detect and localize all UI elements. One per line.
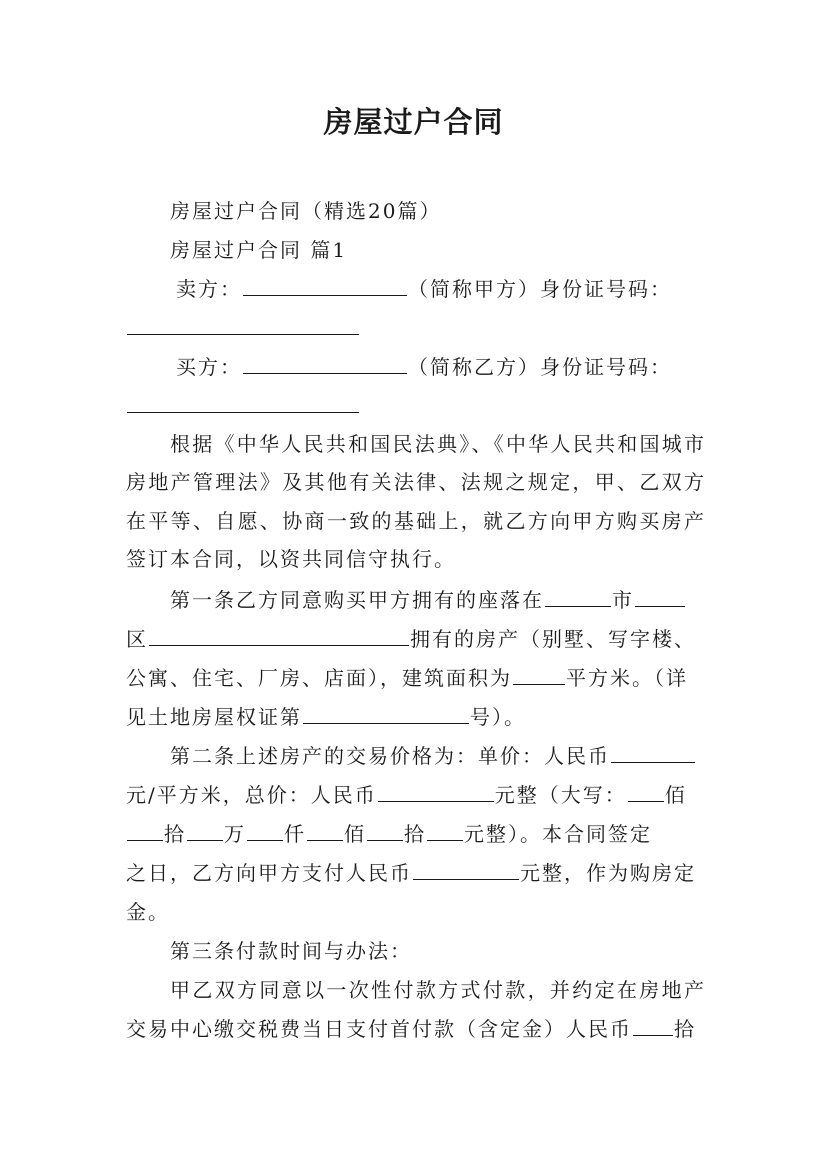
article-3-heading: 第三条付款时间与办法：: [170, 939, 412, 963]
article-1-text-a: 第一条乙方同意购买甲方拥有的座落在: [170, 588, 544, 612]
article-1-text-g: 见土地房屋权证第: [126, 705, 302, 729]
article-1-text-d: 拥有的房产（别墅、写字楼、: [410, 627, 696, 651]
total-price-blank: [378, 781, 494, 802]
thousand-blank: [247, 820, 283, 841]
article-1-text-e: 公寓、住宅、厂房、店面），建筑面积为: [126, 666, 512, 690]
article-2-text-f: 万: [224, 822, 246, 846]
down-payment-blank: [633, 1015, 673, 1036]
seller-id-label: （简称甲方）身份证号码：: [408, 277, 672, 301]
article-2-text-e: 拾: [164, 822, 186, 846]
seller-line: [176, 273, 712, 305]
article-2-line-4: [126, 857, 706, 889]
deposit-blank: [413, 859, 519, 880]
seller-id-blank-line: [126, 312, 706, 344]
article-2-text-l: 元整，作为购房定: [520, 861, 696, 885]
article-2-text-g: 仟: [284, 822, 306, 846]
article-3-text-b: 拾: [674, 1017, 696, 1041]
article-2-text-j: 元整）。本合同签定: [464, 822, 652, 846]
buyer-label: 买方：: [176, 355, 242, 379]
ten-thousand-blank: [187, 820, 223, 841]
preamble-line-1: 根据《中华人民共和国民法典》、《中华人民共和国城市: [170, 432, 706, 456]
seller-id-blank: [127, 314, 359, 335]
article-3-text-a: 交易中心缴交税费当日支付首付款（含定金）人民币: [126, 1017, 632, 1041]
article-2-text-a: 第二条上述房产的交易价格为：单价：人民币: [170, 744, 610, 768]
article-2-line-2: [126, 779, 706, 811]
district-prefix-blank: [635, 586, 685, 607]
article-2-text-b: 元/平方米，总价：人民币: [126, 783, 377, 807]
city-blank: [545, 586, 611, 607]
buyer-line: [176, 351, 712, 383]
article-2-line-1: [170, 740, 706, 772]
buyer-id-blank-line: [126, 390, 706, 422]
article-1-text-b: 市: [612, 588, 634, 612]
subtitle-line: 房屋过户合同（精选20篇）: [170, 199, 442, 223]
article-2-text-c: 元整（大写：: [494, 783, 627, 807]
article-3-line-1: 甲乙双方同意以一次性付款方式付款，并约定在房地产: [170, 978, 706, 1002]
article-1-text-h: 号）。: [470, 705, 526, 729]
preamble-line-3: 在平等、自愿、协商一致的基础上，就乙方向甲方购买房产: [126, 509, 706, 533]
seller-name-blank: [243, 275, 407, 296]
buyer-name-blank: [243, 353, 407, 374]
article-1-line-1: [170, 584, 706, 616]
yuan-blank: [427, 820, 463, 841]
hundred-digit-blank: [628, 781, 664, 802]
ten-digit-blank: [127, 820, 163, 841]
article-1-text-f: 平方米。（详: [566, 666, 688, 690]
article-2-text-h: 佰: [344, 822, 366, 846]
unit-price-blank: [611, 742, 695, 763]
article-2-line-5: 金。: [126, 900, 170, 924]
certificate-blank: [303, 703, 469, 724]
article-1-line-4: [126, 701, 706, 733]
area-blank: [513, 664, 565, 685]
preamble-line-2: 房地产管理法》及其他有关法律、法规之规定，甲、乙双方: [126, 470, 706, 494]
buyer-id-label: （简称乙方）身份证号码：: [408, 355, 672, 379]
document-title: 房屋过户合同: [323, 105, 504, 139]
article-2-line-3: [126, 818, 706, 850]
hundred-blank: [307, 820, 343, 841]
article-2-text-d: 佰: [664, 783, 687, 807]
district-blank: [149, 625, 409, 646]
article-1-text-c: 区: [126, 627, 148, 651]
article-1-line-3: [126, 662, 706, 694]
article-2-text-k: 之日，乙方向甲方支付人民币: [126, 861, 412, 885]
preamble-line-4: 签订本合同，以资共同信守执行。: [126, 547, 456, 571]
ten-blank: [367, 820, 403, 841]
article-1-line-2: [126, 623, 706, 655]
seller-label: 卖方：: [176, 277, 242, 301]
section-heading: 房屋过户合同 篇1: [170, 238, 348, 262]
article-3-line-2: [126, 1013, 706, 1045]
buyer-id-blank: [127, 392, 359, 413]
article-2-text-i: 拾: [404, 822, 426, 846]
